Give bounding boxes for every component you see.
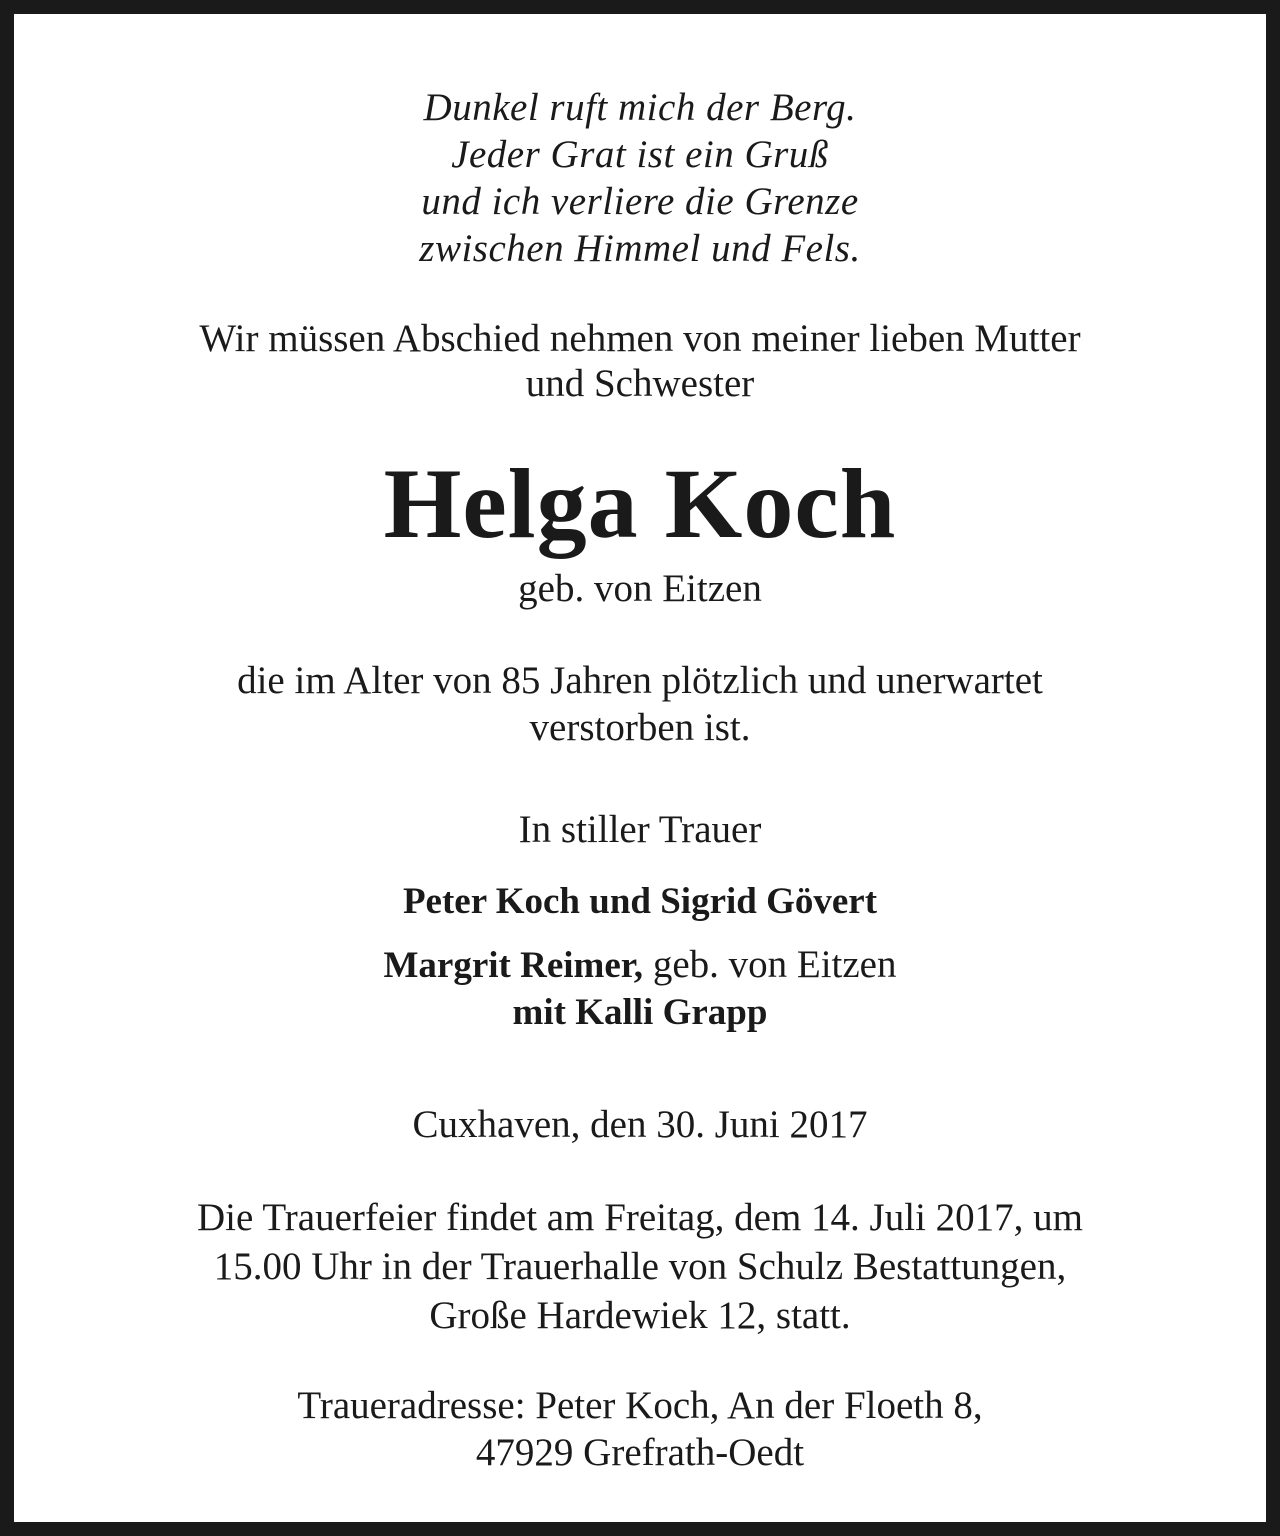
place-date: Cuxhaven, den 30. Juni 2017: [412, 1103, 868, 1146]
ceremony-line: 15.00 Uhr in der Trauerhalle von Schulz Bestattungen,: [213, 1245, 1067, 1288]
mourner-line: [28, 941, 1252, 989]
death-note-line: verstorben ist.: [529, 706, 751, 749]
intro-line: und Schwester: [525, 362, 755, 405]
mourning-address: [28, 1382, 1252, 1476]
mourner-birth-name: geb. von Eitzen: [643, 943, 897, 986]
ceremony-line: Die Trauerfeier findet am Freitag, dem 14. Juli 2017, um: [197, 1196, 1083, 1239]
death-note: [28, 657, 1252, 751]
mourners-block: [28, 941, 1252, 1036]
address-line: 47929 Grefrath-Oedt: [475, 1431, 805, 1474]
death-note-line: die im Alter von 85 Jahren plötzlich und unerwartet: [237, 659, 1043, 702]
poem-line: und ich verliere die Grenze: [421, 180, 859, 223]
poem-line: zwischen Himmel und Fels.: [419, 227, 861, 270]
mourner-line: mit Kalli Grapp: [512, 992, 768, 1033]
birth-name: geb. von Eitzen: [518, 567, 762, 610]
intro-line: Wir müssen Abschied nehmen von meiner lieben Mutter: [199, 317, 1081, 360]
intro-text: [28, 316, 1252, 406]
poem-line: Dunkel ruft mich der Berg.: [423, 86, 857, 129]
mourner-line: Peter Koch und Sigrid Gövert: [402, 881, 878, 922]
ceremony-info: [28, 1193, 1252, 1340]
ceremony-line: Große Hardewiek 12, statt.: [429, 1294, 851, 1337]
poem: [28, 84, 1252, 272]
address-line: Traueradresse: Peter Koch, An der Floeth 8,: [297, 1384, 983, 1427]
deceased-name: Helga Koch: [383, 448, 897, 559]
mourning-label: In stiller Trauer: [518, 808, 762, 851]
poem-line: Jeder Grat ist ein Gruß: [451, 133, 829, 176]
mourner-name: Margrit Reimer,: [383, 945, 644, 986]
